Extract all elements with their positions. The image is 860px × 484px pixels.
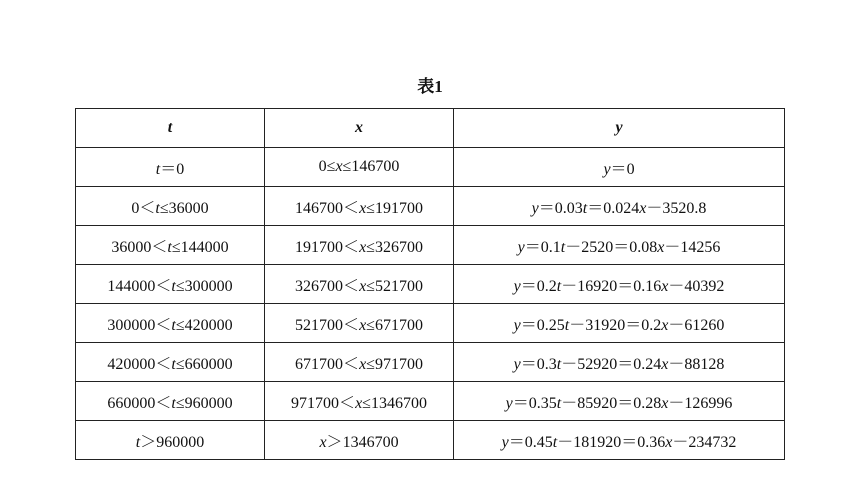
cell-t-range: 36000＜t≤144000 [76, 226, 265, 265]
header-y: y [454, 109, 785, 148]
header-x: x [265, 109, 454, 148]
cell-t-range: t＝0 [76, 148, 265, 187]
cell-x-range: 671700＜x≤971700 [265, 343, 454, 382]
cell-y-formula: y＝0.2t－16920＝0.16x－40392 [454, 265, 785, 304]
cell-y-formula: y＝0 [454, 148, 785, 187]
table-row [76, 265, 785, 304]
cell-t-range: 144000＜t≤300000 [76, 265, 265, 304]
cell-x-range: 146700＜x≤191700 [265, 187, 454, 226]
cell-x-range: x＞1346700 [265, 421, 454, 460]
header-t: t [76, 109, 265, 148]
cell-y-formula: y＝0.25t－31920＝0.2x－61260 [454, 304, 785, 343]
cell-t-range: 300000＜t≤420000 [76, 304, 265, 343]
cell-y-formula: y＝0.45t－181920＝0.36x－234732 [454, 421, 785, 460]
cell-x-range: 521700＜x≤671700 [265, 304, 454, 343]
cell-t-range: t＞960000 [76, 421, 265, 460]
table-row [76, 187, 785, 226]
table-row [76, 226, 785, 265]
table-caption: 表1 [417, 77, 443, 96]
cell-t-range: 420000＜t≤660000 [76, 343, 265, 382]
cell-x-range: 326700＜x≤521700 [265, 265, 454, 304]
table-header-row [76, 109, 785, 148]
table-row [76, 148, 785, 187]
cell-x-range: 0≤x≤146700 [265, 148, 454, 187]
tax-bracket-table [75, 108, 785, 460]
cell-y-formula: y＝0.03t＝0.024x－3520.8 [454, 187, 785, 226]
cell-t-range: 660000＜t≤960000 [76, 382, 265, 421]
cell-x-range: 971700＜x≤1346700 [265, 382, 454, 421]
table-row [76, 343, 785, 382]
table-row [76, 304, 785, 343]
cell-x-range: 191700＜x≤326700 [265, 226, 454, 265]
cell-t-range: 0＜t≤36000 [76, 187, 265, 226]
cell-y-formula: y＝0.1t－2520＝0.08x－14256 [454, 226, 785, 265]
table-row [76, 382, 785, 421]
cell-y-formula: y＝0.35t－85920＝0.28x－126996 [454, 382, 785, 421]
table-row [76, 421, 785, 460]
cell-y-formula: y＝0.3t－52920＝0.24x－88128 [454, 343, 785, 382]
